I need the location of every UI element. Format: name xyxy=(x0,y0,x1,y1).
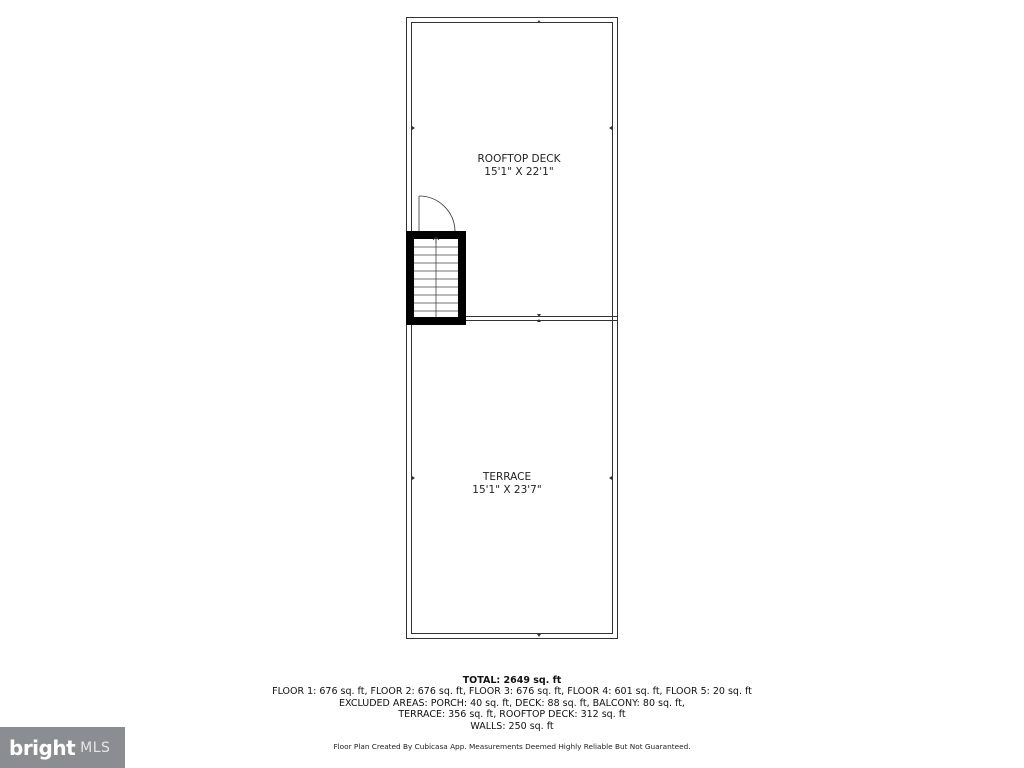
disclaimer: Floor Plan Created By Cubicasa App. Measurements Deemed Highly Reliable But Not Guaranteed. xyxy=(333,742,691,751)
room-name-rooftop-deck: ROOFTOP DECK xyxy=(477,153,561,165)
plan-inner-wall xyxy=(412,23,613,634)
room-name-terrace: TERRACE xyxy=(482,471,532,483)
area-walls: WALLS: 250 sq. ft xyxy=(470,720,554,732)
room-dims-terrace: 15'1" X 23'7" xyxy=(472,484,542,496)
area-excluded-cont: TERRACE: 356 sq. ft, ROOFTOP DECK: 312 sq. ft xyxy=(398,709,626,721)
dimension-ticks xyxy=(412,20,612,637)
stairwell xyxy=(406,231,466,325)
bright-mls-logo xyxy=(0,727,125,768)
area-excluded: EXCLUDED AREAS: PORCH: 40 sq. ft, DECK: 88 sq. ft, BALCONY: 80 sq. ft, xyxy=(339,697,685,709)
logo-mls: MLS xyxy=(80,739,111,756)
area-summary xyxy=(0,675,1024,732)
door-swing xyxy=(419,196,455,231)
area-total: TOTAL: 2649 sq. ft xyxy=(462,675,562,686)
room-dims-rooftop-deck: 15'1" X 22'1" xyxy=(484,166,554,178)
logo-brand: bright xyxy=(9,735,76,760)
area-floors: FLOOR 1: 676 sq. ft, FLOOR 2: 676 sq. ft, FLOOR 3: 676 sq. ft, FLOOR 4: 601 sq. ft, FLOOR 5: 20 sq. ft xyxy=(272,686,752,698)
plan-outer-wall xyxy=(407,18,618,639)
